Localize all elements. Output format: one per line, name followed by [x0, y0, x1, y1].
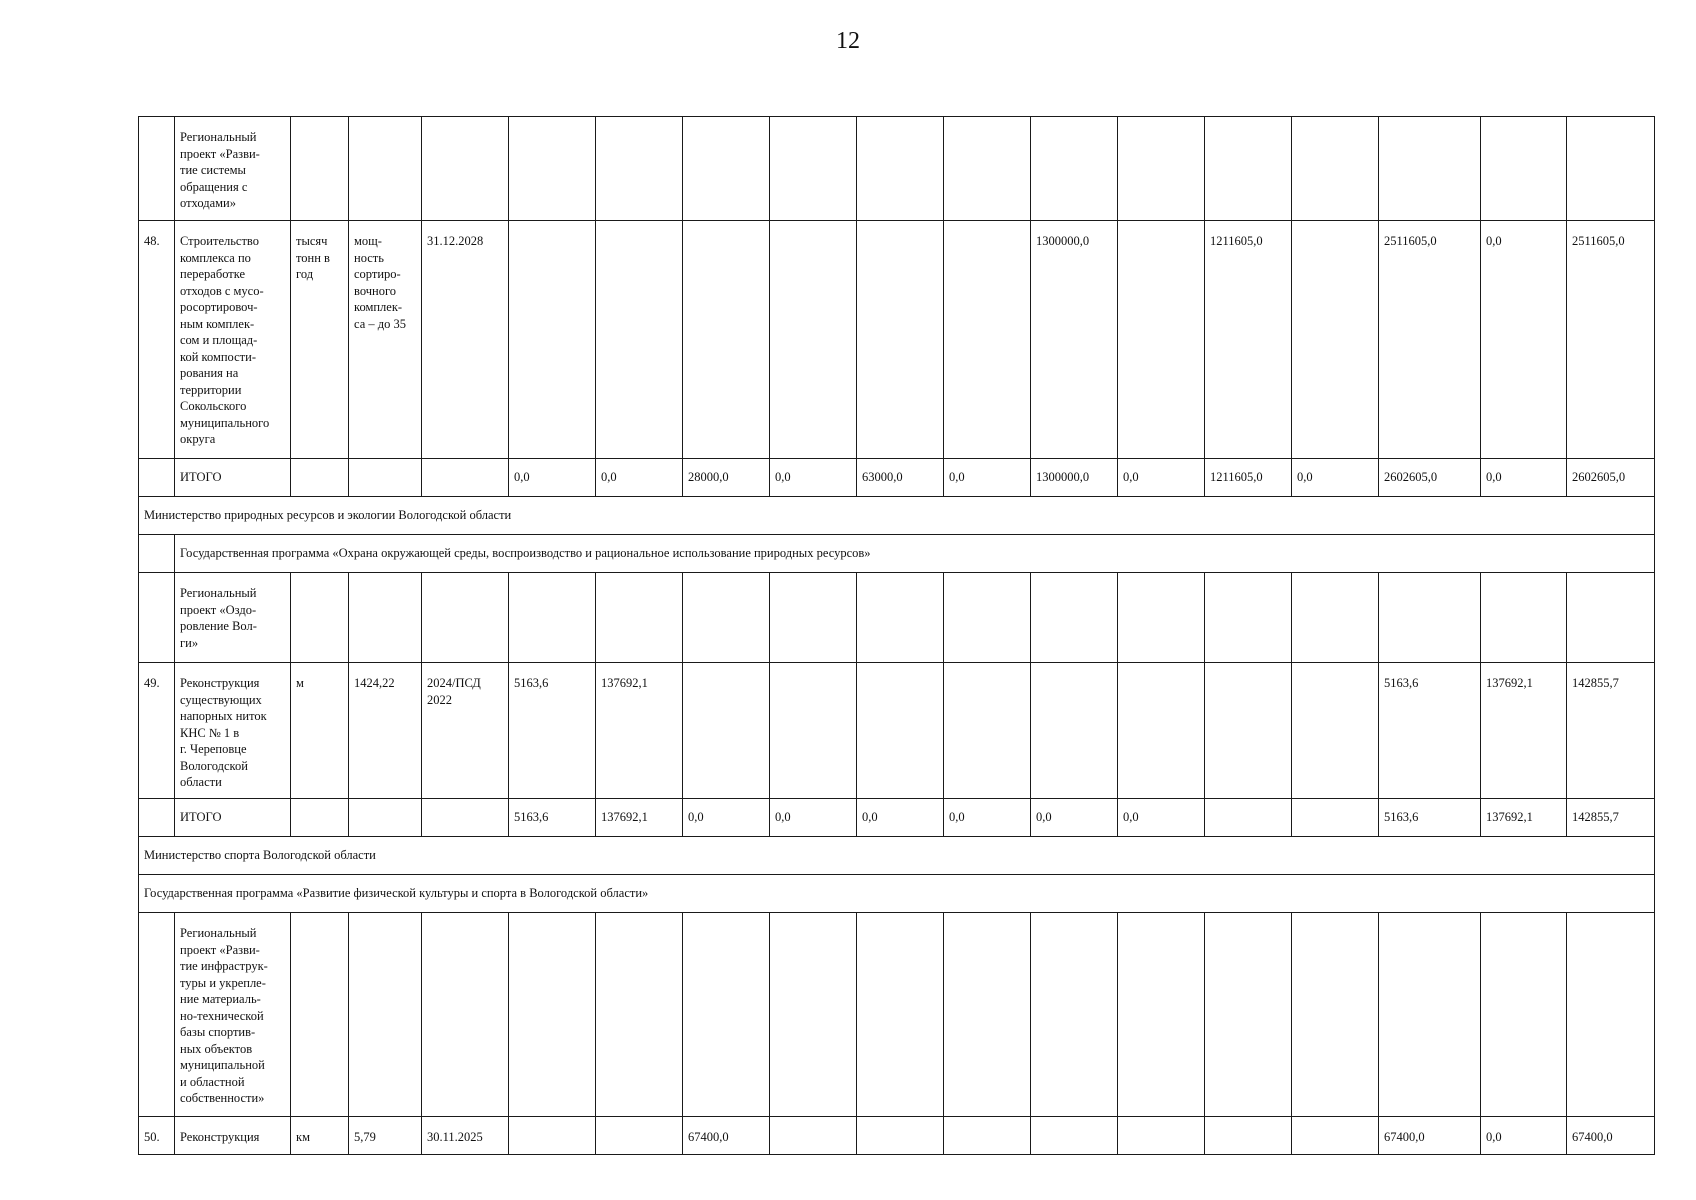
table-cell: 1300000,0 — [1036, 234, 1090, 248]
table-cell — [1118, 221, 1205, 459]
table-cell — [349, 117, 422, 221]
table-cell — [1481, 799, 1567, 837]
table-cell: 142855,7 — [1572, 676, 1619, 690]
table-cell — [422, 459, 509, 497]
row-name: Строительство комплекса по переработке отходов с мусо- росортировоч- ным комплек- сом и площад- кой компости- рования на территории Сокольского муниципального округа — [180, 234, 270, 446]
table-cell — [139, 573, 175, 663]
table-cell — [857, 459, 944, 497]
table-cell — [422, 799, 509, 837]
table-cell — [596, 573, 683, 663]
table-cell: 30.11.2025 — [427, 1130, 483, 1144]
row-name: Региональный проект «Оздо- ровление Вол- ги» — [180, 586, 257, 650]
row-name: Региональный проект «Разви- тие инфраструк- туры и укрепле- ние материаль- но-технической базы спортив- ных объектов муниципальной и областной собственности» — [180, 926, 268, 1105]
table-cell — [1031, 1117, 1118, 1155]
program-row — [139, 875, 1655, 913]
table-cell — [683, 799, 770, 837]
row-number: 49. — [144, 676, 160, 690]
table-cell — [1118, 573, 1205, 663]
table-cell — [1205, 459, 1292, 497]
table-cell: 2511605,0 — [1572, 234, 1625, 248]
project-row — [139, 117, 1655, 221]
table-cell: 0,0 — [1486, 234, 1502, 248]
table-cell — [1567, 459, 1655, 497]
table-cell — [1379, 799, 1481, 837]
table-cell — [1205, 1117, 1292, 1155]
table-cell — [422, 663, 509, 799]
table-cell: 137692,1 — [1486, 676, 1533, 690]
table-cell — [770, 913, 857, 1117]
table-cell — [944, 459, 1031, 497]
table-cell: 142855,7 — [1572, 810, 1619, 825]
table-cell — [596, 913, 683, 1117]
ministry-title: Министерство спорта Вологодской области — [139, 837, 1655, 875]
table-cell — [509, 459, 596, 497]
table-cell — [349, 913, 422, 1117]
table-cell — [291, 459, 349, 497]
table-cell — [1031, 459, 1118, 497]
table-cell — [291, 663, 349, 799]
table-cell: 2602605,0 — [1572, 470, 1626, 485]
table-cell — [770, 117, 857, 221]
table-cell: 63000,0 — [862, 470, 903, 485]
table-cell — [139, 799, 175, 837]
program-title: Государственная программа «Охрана окружающей среды, воспроизводство и рациональное использование природных ресурсов» — [175, 535, 1655, 573]
table-cell — [1481, 913, 1567, 1117]
row-name: Региональный проект «Разви- тие системы обращения с отходами» — [180, 130, 260, 210]
table-cell: 0,0 — [1123, 470, 1139, 485]
table-cell — [1292, 221, 1379, 459]
table-cell — [509, 913, 596, 1117]
table-cell — [1567, 663, 1655, 799]
table-cell — [1205, 117, 1292, 221]
table-cell — [139, 913, 175, 1117]
table-cell: 137692,1 — [601, 810, 648, 825]
table-cell — [944, 799, 1031, 837]
row-name: ИТОГО — [180, 810, 222, 825]
table-cell — [175, 1117, 291, 1155]
table-cell: 2602605,0 — [1384, 470, 1438, 485]
table-cell — [1379, 573, 1481, 663]
table-cell — [1205, 663, 1292, 799]
table-cell — [1379, 117, 1481, 221]
table-cell — [139, 459, 175, 497]
table-cell — [291, 117, 349, 221]
table-cell — [291, 573, 349, 663]
table-cell — [509, 799, 596, 837]
page-number: 12 — [836, 28, 860, 54]
table-cell — [857, 913, 944, 1117]
table-cell — [1292, 663, 1379, 799]
table-cell — [1567, 573, 1655, 663]
row-number: 48. — [144, 234, 160, 248]
table-cell: 0,0 — [514, 470, 530, 485]
program-row — [139, 535, 1655, 573]
table-cell — [1205, 221, 1292, 459]
table-cell — [1567, 221, 1655, 459]
table-cell — [1031, 663, 1118, 799]
table-cell — [291, 799, 349, 837]
table-cell: 0,0 — [688, 810, 704, 825]
table-cell — [1567, 799, 1655, 837]
table-cell: 1424,22 — [354, 676, 395, 690]
row-name: Реконструкция — [180, 1130, 260, 1144]
table-cell — [509, 117, 596, 221]
table-cell — [944, 221, 1031, 459]
table-cell — [770, 1117, 857, 1155]
table-cell: 0,0 — [949, 470, 965, 485]
table-cell — [857, 1117, 944, 1155]
table-cell — [1567, 117, 1655, 221]
table-cell — [1292, 459, 1379, 497]
table-cell — [1118, 663, 1205, 799]
table-cell: 0,0 — [1036, 810, 1052, 825]
table-cell — [857, 663, 944, 799]
table-cell: 2024/ПСД 2022 — [427, 676, 481, 707]
table-cell: 1211605,0 — [1210, 470, 1263, 485]
table-cell — [770, 663, 857, 799]
table-cell — [1481, 1117, 1567, 1155]
table-row — [139, 221, 1655, 459]
table-cell: 28000,0 — [688, 470, 729, 485]
table-cell — [422, 1117, 509, 1155]
table-cell: 67400,0 — [1572, 1130, 1613, 1144]
table-cell — [857, 573, 944, 663]
table-cell — [1118, 459, 1205, 497]
table-cell — [683, 573, 770, 663]
table-cell: 1300000,0 — [1036, 470, 1090, 485]
table-cell: 5,79 — [354, 1130, 376, 1144]
table-cell — [944, 1117, 1031, 1155]
table-cell — [1379, 221, 1481, 459]
table-row — [139, 1117, 1655, 1155]
table-cell — [683, 459, 770, 497]
table-cell — [596, 459, 683, 497]
ministry-title: Министерство природных ресурсов и экологии Вологодской области — [139, 497, 1655, 535]
table-cell: 5163,6 — [1384, 810, 1419, 825]
ministry-row — [139, 837, 1655, 875]
table-cell — [349, 221, 422, 459]
table-cell — [291, 1117, 349, 1155]
table-cell: 5163,6 — [1384, 676, 1419, 690]
table-cell — [1481, 573, 1567, 663]
table-cell: м — [296, 676, 304, 690]
table-cell: км — [296, 1130, 310, 1144]
table-cell: 0,0 — [1486, 470, 1502, 485]
table-cell — [422, 573, 509, 663]
row-name: Реконструкция существующих напорных ниток КНС № 1 в г. Череповце Вологодской области — [180, 676, 267, 789]
table-cell — [509, 1117, 596, 1155]
table-body — [139, 117, 1655, 1155]
table-cell: 0,0 — [949, 810, 965, 825]
table-cell — [857, 117, 944, 221]
table-cell — [175, 663, 291, 799]
table-cell: 137692,1 — [601, 676, 648, 690]
table-cell — [349, 1117, 422, 1155]
table-cell — [509, 663, 596, 799]
table-cell — [1481, 663, 1567, 799]
table-cell: 0,0 — [1486, 1130, 1502, 1144]
table-cell — [683, 221, 770, 459]
table-cell — [291, 221, 349, 459]
project-row — [139, 573, 1655, 663]
table-cell — [139, 117, 175, 221]
table-cell — [1205, 799, 1292, 837]
table-cell — [1205, 913, 1292, 1117]
table-cell — [1379, 913, 1481, 1117]
table-cell — [139, 663, 175, 799]
table-cell — [175, 913, 291, 1117]
table-cell — [1292, 1117, 1379, 1155]
table-cell — [1292, 913, 1379, 1117]
table-cell — [175, 459, 291, 497]
table-cell — [175, 117, 291, 221]
total-row — [139, 799, 1655, 837]
table-cell — [1379, 663, 1481, 799]
table-cell — [349, 573, 422, 663]
table-cell — [770, 459, 857, 497]
table-cell — [1031, 913, 1118, 1117]
table-cell: 67400,0 — [688, 1130, 729, 1144]
table-cell: 1211605,0 — [1210, 234, 1263, 248]
table-cell: 0,0 — [1123, 810, 1139, 825]
table-cell — [683, 1117, 770, 1155]
table-cell — [770, 221, 857, 459]
table-cell — [422, 913, 509, 1117]
table-cell — [770, 573, 857, 663]
empty-cell — [139, 535, 175, 573]
table-cell — [1292, 117, 1379, 221]
table-cell: 67400,0 — [1384, 1130, 1425, 1144]
table-cell: 5163,6 — [514, 676, 549, 690]
table-cell — [422, 221, 509, 459]
table-cell: 2511605,0 — [1384, 234, 1437, 248]
table-cell — [1379, 459, 1481, 497]
table-cell — [1118, 117, 1205, 221]
table-cell: 0,0 — [601, 470, 617, 485]
table-cell — [509, 573, 596, 663]
table-cell — [1031, 799, 1118, 837]
table-cell — [1118, 913, 1205, 1117]
table-cell — [857, 221, 944, 459]
table-cell — [139, 221, 175, 459]
table-cell — [944, 663, 1031, 799]
table-cell — [596, 117, 683, 221]
table-cell — [1118, 799, 1205, 837]
table-cell: 31.12.2028 — [427, 234, 484, 248]
table-cell — [1205, 573, 1292, 663]
table-cell — [683, 913, 770, 1117]
table-cell — [770, 799, 857, 837]
project-row — [139, 913, 1655, 1117]
table-cell: 0,0 — [1297, 470, 1313, 485]
table-cell — [1481, 117, 1567, 221]
table-cell — [1031, 117, 1118, 221]
program-title: Государственная программа «Развитие физической культуры и спорта в Вологодской области» — [139, 875, 1655, 913]
table-cell — [944, 573, 1031, 663]
table-cell — [596, 663, 683, 799]
table-cell — [944, 117, 1031, 221]
table-cell — [349, 459, 422, 497]
table-cell — [1118, 1117, 1205, 1155]
table-cell — [1567, 913, 1655, 1117]
table-cell — [857, 799, 944, 837]
table-cell — [1481, 459, 1567, 497]
table-row — [139, 663, 1655, 799]
table-cell — [1292, 573, 1379, 663]
table-cell: 0,0 — [775, 810, 791, 825]
table-cell — [596, 221, 683, 459]
total-row — [139, 459, 1655, 497]
table-cell: 137692,1 — [1486, 810, 1533, 825]
table-cell — [509, 221, 596, 459]
table-cell — [1031, 221, 1118, 459]
table-cell — [944, 913, 1031, 1117]
table-cell — [596, 1117, 683, 1155]
table-cell — [175, 221, 291, 459]
table-cell — [1031, 573, 1118, 663]
table-cell — [175, 573, 291, 663]
table-cell — [1292, 799, 1379, 837]
table-cell — [683, 117, 770, 221]
table-cell: тысяч тонн в год — [296, 234, 330, 281]
table-cell — [1481, 221, 1567, 459]
table-cell — [596, 799, 683, 837]
table-cell — [1567, 1117, 1655, 1155]
table-cell: 0,0 — [775, 470, 791, 485]
table-cell — [422, 117, 509, 221]
budget-table — [138, 116, 1655, 1155]
row-number: 50. — [144, 1130, 160, 1144]
table-cell — [349, 799, 422, 837]
table-cell: 0,0 — [862, 810, 878, 825]
table-cell — [175, 799, 291, 837]
table-cell — [1379, 1117, 1481, 1155]
table-cell — [291, 913, 349, 1117]
table-cell — [139, 1117, 175, 1155]
table-cell — [683, 663, 770, 799]
table-cell — [349, 663, 422, 799]
table-cell: мощ- ность сортиро- вочного комплек- са – до 35 — [354, 234, 406, 331]
row-name: ИТОГО — [180, 470, 222, 485]
table-cell: 5163,6 — [514, 810, 549, 825]
ministry-row — [139, 497, 1655, 535]
